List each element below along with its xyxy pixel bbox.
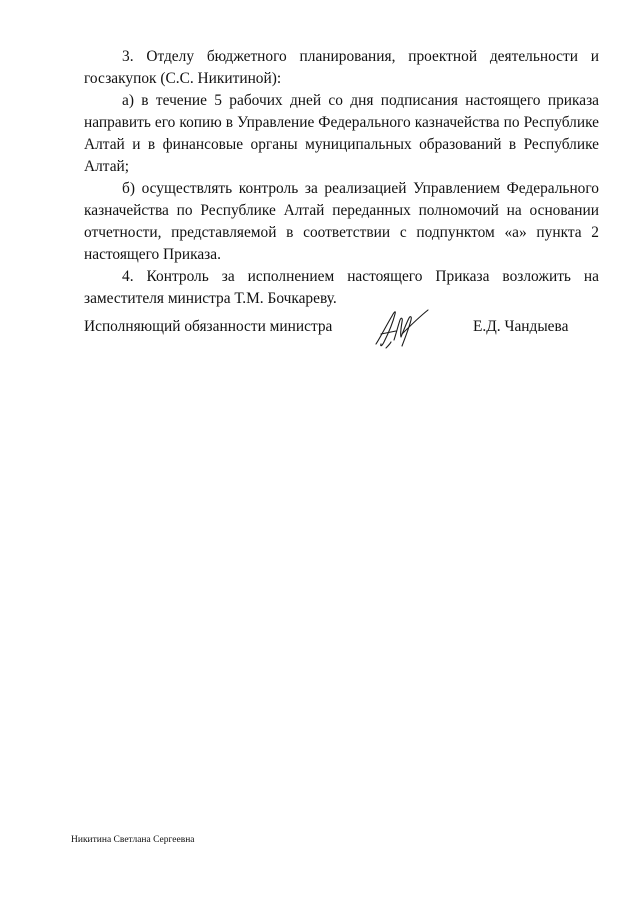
document-body <box>84 46 599 310</box>
paragraph-subitem-b: б) осуществлять контроль за реализацией Управлением Федерального казначейства по Республике Алтай переданных полномочий на основании отчетности, представляемой в соответствии с подпунктом «а» пункта 2 настоящего Приказа. <box>84 180 599 263</box>
paragraph-item-4: 4. Контроль за исполнением настоящего Приказа возложить на заместителя министра Т.М. Бочкареву. <box>84 268 599 307</box>
handwritten-signature <box>372 304 432 354</box>
signatory-name: Е.Д. Чандыева <box>473 318 569 335</box>
paragraph-subitem-a: а) в течение 5 рабочих дней со дня подписания настоящего приказа направить его копию в Управление Федерального казначейства по Республике Алтай и в финансовые органы муниципальных образований в Республике Алтай; <box>84 92 599 175</box>
footer-author: Никитина Светлана Сергеевна <box>71 835 195 845</box>
paragraph-item-3: 3. Отделу бюджетного планирования, проектной деятельности и госзакупок (С.С. Никитиной): <box>84 48 599 87</box>
signature-block <box>84 316 599 366</box>
signatory-position: Исполняющий обязанности министра <box>84 318 333 335</box>
